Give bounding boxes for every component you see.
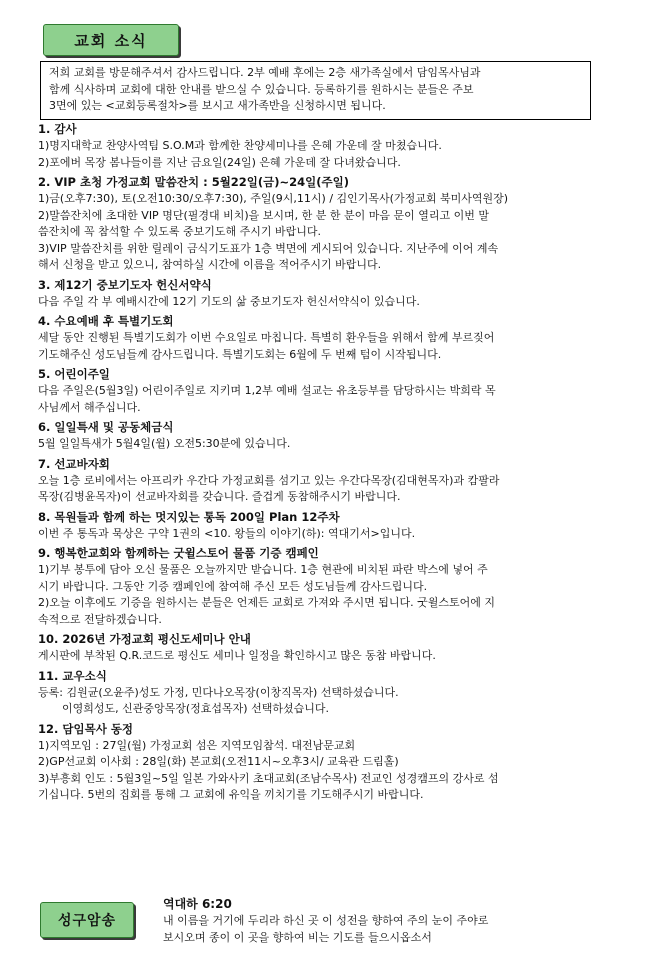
intro-line: 3면에 있는 <교회등록절차>를 보시고 새가족반을 신청하시면 됩니다. [49,99,386,112]
news-item-thanks [38,121,608,171]
news-item-line: 씀잔치에 꼭 참석할 수 있도록 중보기도해 주시기 바랍니다. [38,225,321,238]
news-item-title: 9. 행복한교회와 함께하는 굿윌스토어 물품 기증 캠페인 [38,546,319,560]
news-item-title: 11. 교우소식 [38,668,107,683]
news-item-line: 등록: 김원균(오윤주)성도 가정, 민다나오목장(이창직목자) 선택하셨습니다. [38,685,399,699]
news-item-line: 1)지역모임 : 27일(월) 가정교회 섬은 지역모임참석. 대전남문교회 [38,738,356,752]
news-item-dawn-prayer [38,419,608,453]
news-item-line: 오늘 1층 로비에서는 아프리카 우간다 가정교회를 섬기고 있는 우간다목장(김대현목자)과 캄팔라 [38,473,500,487]
news-item-line: 1)기부 봉투에 담아 오신 물품은 오늘까지만 받습니다. 1층 현관에 비치된 파란 박스에 넣어 주 [38,563,488,576]
verse-reference: 역대하 6:20 [163,897,232,911]
memory-verse-badge [40,902,134,938]
news-item-line: 목장(김병윤목자)이 선교바자회를 갖습니다. 즐겁게 동참해주시기 바랍니다. [38,490,401,503]
news-item-line: 1)명지대학교 찬양사역팀 S.O.M과 함께한 찬양세미나를 은혜 가운데 잘 마쳤습니다. [38,139,442,152]
news-item-line: 이영희성도, 신관중앙목장(정효섭목자) 선택하셨습니다. [62,702,329,715]
news-item-line: 5월 일일특새가 5월4일(월) 오전5:30분에 있습니다. [38,437,291,450]
news-sections [38,121,608,807]
news-item-title: 12. 담임목사 동정 [38,721,134,736]
news-item-line: 2)말씀잔치에 초대한 VIP 명단(필경대 비치)을 보시며, 한 분 한 분이 마음 문이 열리고 이번 말 [38,208,490,222]
news-item-line: 다음 주일 각 부 예배시간에 12기 기도의 삶 중보기도자 헌신서약식이 있습니다. [38,294,420,308]
news-item-mission-bazaar [38,456,608,506]
news-item-line: 2)GP선교회 이사회 : 28일(화) 본교회(오전11시~오후3시/ 교육관 드림홀) [38,755,399,768]
news-item-line: 2)포에버 목장 봄나들이를 지난 금요일(24일) 은혜 가운데 잘 다녀왔습니다. [38,155,401,169]
news-item-goodwill-campaign [38,545,608,628]
news-item-line: 3)VIP 말씀잔치를 위한 릴레이 금식기도표가 1층 벽면에 게시되어 있습니다. 지난주에 이어 계속 [38,241,499,255]
news-item-title: 10. 2026년 가정교회 평신도세미나 안내 [38,632,251,646]
news-item-line: 1)금(오후7:30), 토(오전10:30/오후7:30), 주일(9시,11시) / 김인기목사(가정교회 북미사역원장) [38,192,509,205]
memory-verse [163,896,603,946]
news-item-line: 속적으로 전달하겠습니다. [38,612,162,626]
intro-line: 함께 식사하며 교회에 대한 안내를 받으실 수 있습니다. 등록하기를 원하시는 분들은 주보 [49,82,474,96]
news-item-title: 3. 제12기 중보기도자 헌신서약식 [38,277,212,292]
news-item-line: 사님께서 해주십니다. [38,400,141,414]
news-item-title: 5. 어린이주일 [38,367,110,381]
news-item-title: 4. 수요예배 후 특별기도회 [38,314,174,328]
news-item-title: 2. VIP 초청 가정교회 말씀잔치 : 5월22일(금)~24일(주일) [38,175,350,189]
news-item-title: 8. 목원들과 함께 하는 멋지있는 통독 200일 Plan 12주차 [38,509,340,524]
news-item-line: 3)부흥회 인도 : 5월3일~5일 일본 가와사키 초대교회(조남수목사) 전교인 성경캠프의 강사로 섬 [38,771,499,785]
news-item-line: 세달 동안 진행된 특별기도회가 이번 수요일로 마칩니다. 특별히 환우들을 위해서 함께 부르짖어 [38,331,495,344]
news-item-line: 기도해주신 성도님들께 감사드립니다. 특별기도회는 6월에 두 번째 텀이 시작됩니다. [38,347,442,361]
news-item-pastor-schedule [38,721,608,804]
news-item-title: 7. 선교바자회 [38,456,110,471]
news-item-member-news [38,668,608,718]
news-item-intercessor-pledge [38,277,608,311]
section-title-badge [43,24,179,56]
news-item-line: 2)오늘 이후에도 기증을 원하시는 분들은 언제든 교회로 가져와 주시면 됩니다. 굿윌스토어에 지 [38,596,496,609]
page-title: 교회 소식 [74,31,148,50]
memory-verse-label: 성구암송 [57,913,117,929]
news-item-childrens-sunday [38,366,608,416]
news-item-title: 1. 감사 [38,122,77,136]
verse-line: 내 이름을 거기에 두리라 하신 곳 이 성전을 향하여 주의 눈이 주야로 [163,914,489,927]
news-item-line: 해서 신청을 받고 있으니, 참여하실 시간에 이름을 적어주시기 바랍니다. [38,258,382,271]
news-item-bible-reading [38,509,608,543]
intro-notice [40,61,591,120]
news-item-line: 이번 주 통독과 묵상은 구약 1권의 <10. 왕들의 이야기(하): 역대기서>입니다. [38,526,416,540]
news-item-line: 게시판에 부착된 Q.R.코드로 평신도 세미나 일정을 확인하시고 많은 동참 바랍니다. [38,649,436,662]
verse-line: 보시오며 종이 이 곳을 향하여 비는 기도를 들으시옵소서 [163,930,432,944]
news-item-special-prayer [38,313,608,363]
news-item-line: 다음 주일은(5월3일) 어린이주일로 지키며 1,2부 예배 설교는 유초등부를 담당하시는 박희락 목 [38,384,496,397]
news-item-lay-seminar [38,631,608,665]
news-item-line: 기십니다. 5번의 집회를 통해 그 교회에 유익을 끼치기를 기도해주시기 바랍니다. [38,788,424,801]
news-item-vip-revival [38,174,608,274]
news-item-line: 시기 바랍니다. 그동안 기증 캠페인에 참여해 주신 모든 성도님들께 감사드립니다. [38,579,428,593]
intro-line: 저희 교회를 방문해주셔서 감사드립니다. 2부 예배 후에는 2층 새가족실에서 담임목사님과 [49,66,481,79]
news-item-title: 6. 일일특새 및 공동체금식 [38,420,174,434]
